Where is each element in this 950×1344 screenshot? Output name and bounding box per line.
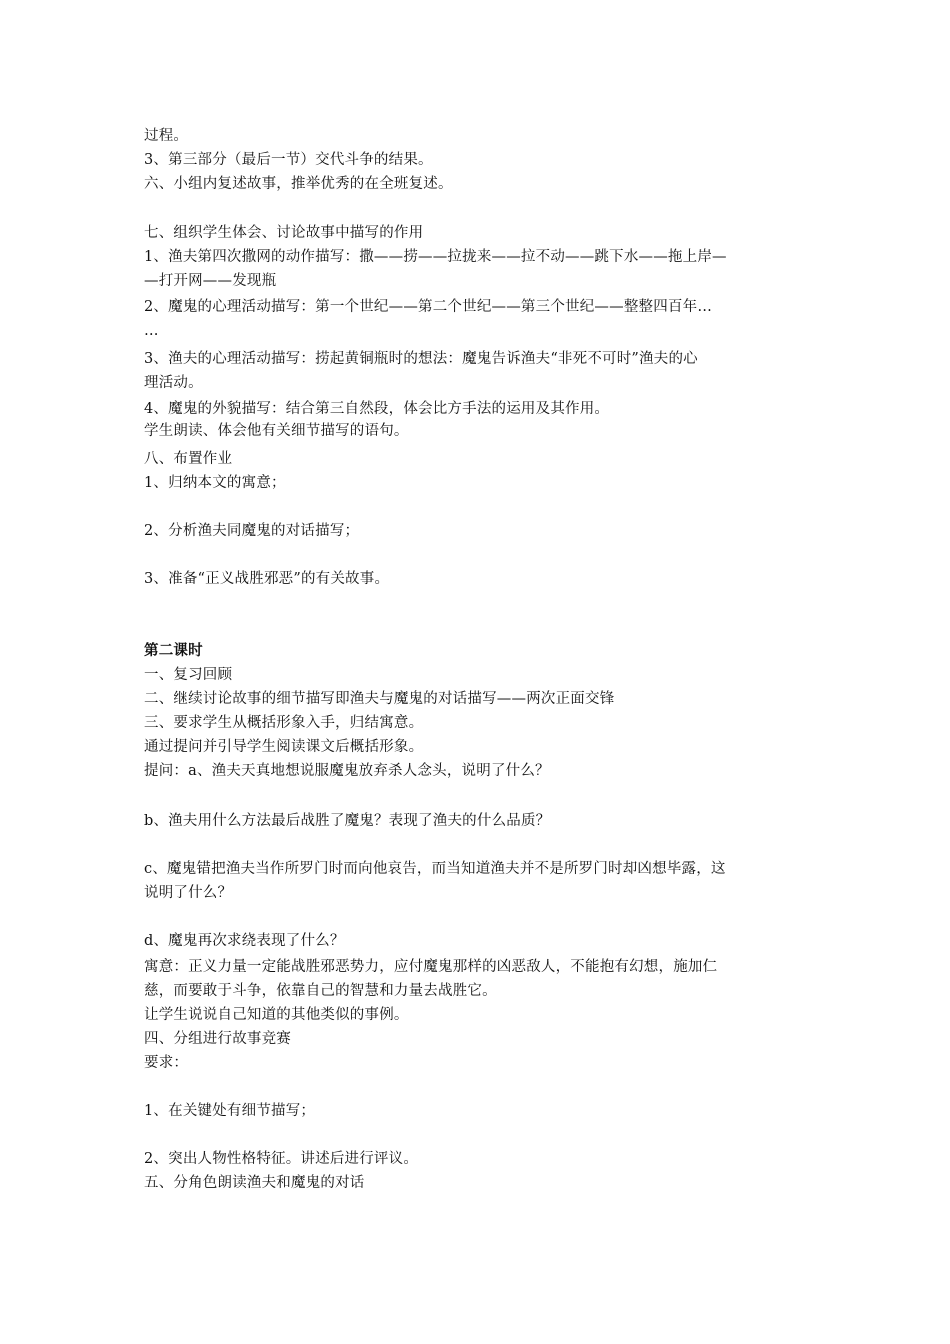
text-line: 2、突出人物性格特征。讲述后进行评议。 <box>144 1151 419 1167</box>
text-line: b、渔夫用什么方法最后战胜了魔鬼？表现了渔夫的什么品质？ <box>144 813 551 829</box>
text-line: 让学生说说自己知道的其他类似的事例。 <box>144 1007 409 1023</box>
text-line: 四、分组进行故事竞赛 <box>144 1031 291 1047</box>
text-line: 七、组织学生体会、讨论故事中描写的作用 <box>144 225 424 241</box>
text-line: c、魔鬼错把渔夫当作所罗门时而向他哀告，而当知道渔夫并不是所罗门时却凶想毕露，这 <box>144 861 726 877</box>
text-line: 1、在关键处有细节描写； <box>144 1103 316 1119</box>
text-line: … <box>144 323 159 339</box>
text-line: 1、渔夫第四次撒网的动作描写：撒——捞——拉拢来——拉不动——跳下水——拖上岸— <box>144 249 727 265</box>
text-line: d、魔鬼再次求绕表现了什么？ <box>144 933 345 949</box>
text-line: 二、继续讨论故事的细节描写即渔夫与魔鬼的对话描写——两次正面交锋 <box>144 691 615 707</box>
lesson-title: 第二课时 <box>144 642 203 659</box>
text-line: 提问：a、渔夫天真地想说服魔鬼放弃杀人念头，说明了什么？ <box>144 763 550 779</box>
section-heading: 八、布置作业 <box>144 451 233 467</box>
text-line: 学生朗读、体会他有关细节描写的语句。 <box>144 423 409 439</box>
text-line: 3、第三部分（最后一节）交代斗争的结果。 <box>144 152 433 168</box>
text-line: 一、复习回顾 <box>144 667 233 683</box>
text-line: 3、准备“正义战胜邪恶”的有关故事。 <box>144 571 390 587</box>
text-line: 六、小组内复述故事，推举优秀的在全班复述。 <box>144 176 453 192</box>
text-line: 4、魔鬼的外貌描写：结合第三自然段，体会比方手法的运用及其作用。 <box>144 401 610 417</box>
text-line: 2、分析渔夫同魔鬼的对话描写； <box>144 523 360 539</box>
text-line: 通过提问并引导学生阅读课文后概括形象。 <box>144 739 424 755</box>
text-line: 2、魔鬼的心理活动描写：第一个世纪——第二个世纪——第三个世纪——整整四百年… <box>144 299 713 315</box>
text-line: 慈，而要敢于斗争，依靠自己的智慧和力量去战胜它。 <box>144 983 497 999</box>
text-line: 3、渔夫的心理活动描写：捞起黄铜瓶时的想法：魔鬼告诉渔夫“非死不可时”渔夫的心 <box>144 351 698 367</box>
text-line: —打开网——发现瓶 <box>144 273 277 289</box>
text-line: 过程。 <box>144 128 189 144</box>
text-line: 要求： <box>144 1055 189 1071</box>
text-line: 说明了什么？ <box>144 885 233 901</box>
text-line: 三、要求学生从概括形象入手，归结寓意。 <box>144 715 424 731</box>
text-line: 理活动。 <box>144 375 203 391</box>
text-line: 1、归纳本文的寓意； <box>144 475 286 491</box>
text-line: 寓意：正义力量一定能战胜邪恶势力，应付魔鬼那样的凶恶敌人，不能抱有幻想，施加仁 <box>144 959 718 975</box>
text-line: 五、分角色朗读渔夫和魔鬼的对话 <box>144 1175 365 1191</box>
